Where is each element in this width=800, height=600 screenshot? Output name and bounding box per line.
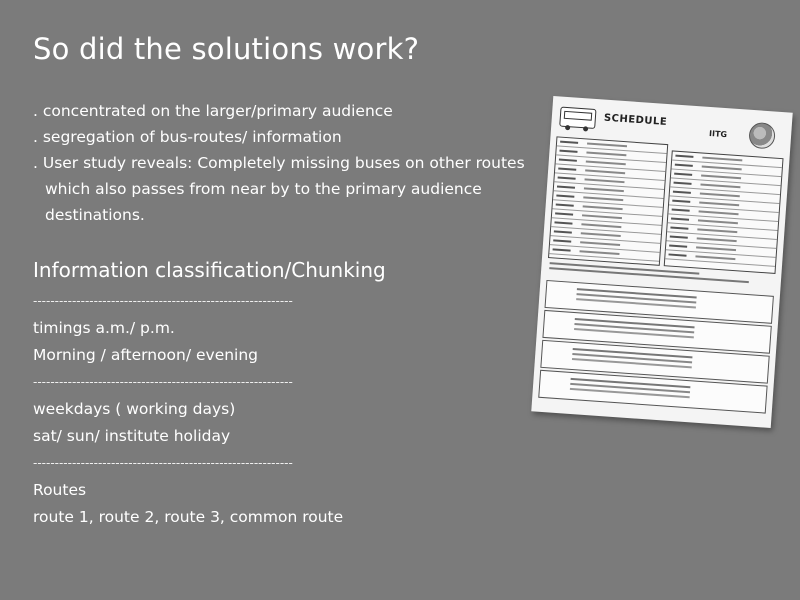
- days-line: weekdays ( working days): [33, 400, 236, 418]
- timings-line: timings a.m./ p.m.: [33, 319, 175, 337]
- chunking-list: [33, 288, 513, 531]
- bullet-item: . User study reveals: Completely missing buses on other routes: [33, 154, 525, 172]
- bus-icon: [559, 107, 596, 129]
- bullet-list: [33, 98, 533, 228]
- iitg-logo-icon: [748, 122, 776, 150]
- section-title: Information classification/Chunking: [33, 258, 386, 282]
- divider-line: ------------------------------------------------------------: [33, 294, 293, 308]
- routes-line: Routes: [33, 481, 87, 499]
- routes-line: route 1, route 2, route 3, common route: [33, 508, 344, 526]
- slide-title: So did the solutions work?: [33, 32, 420, 66]
- bullet-item: . concentrated on the larger/primary audience: [33, 102, 393, 120]
- divider-line: ------------------------------------------------------------: [33, 456, 293, 470]
- poster-org: IITG: [708, 128, 728, 140]
- poster-timetable-left: [548, 136, 668, 266]
- poster-title: SCHEDULE: [603, 112, 668, 129]
- bullet-item: . segregation of bus-routes/ information: [33, 128, 342, 146]
- timings-line: Morning / afternoon/ evening: [33, 346, 259, 364]
- days-line: sat/ sun/ institute holiday: [33, 427, 231, 445]
- bullet-item-continuation: destinations.: [45, 206, 145, 224]
- bullet-item-continuation: which also passes from near by to the primary audience: [45, 180, 482, 198]
- schedule-poster-image: [531, 96, 792, 428]
- divider-line: ------------------------------------------------------------: [33, 375, 293, 389]
- poster-timetable-right: [664, 150, 784, 274]
